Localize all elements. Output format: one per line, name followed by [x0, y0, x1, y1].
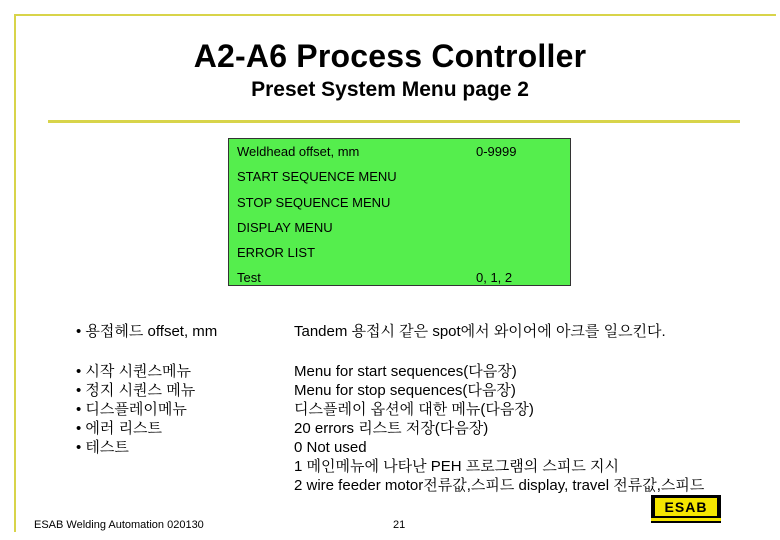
note-error-list: • 에러 리스트: [76, 420, 163, 437]
desc-test-2: 2 wire feeder motor전류값,스피드 display, travel 전류값,스피드: [294, 477, 705, 494]
desc-stop-sequence: Menu for stop sequences(다음장): [294, 382, 516, 399]
desc-test-0: 0 Not used: [294, 439, 367, 456]
menu-item-weldhead-offset[interactable]: Weldhead offset, mm: [237, 144, 360, 159]
preset-menu-panel: [228, 138, 571, 286]
esab-logo: [651, 495, 721, 523]
menu-item-test[interactable]: Test: [237, 270, 261, 285]
test-range: 0, 1, 2: [476, 270, 513, 285]
logo-stripe: [651, 518, 721, 521]
desc-weldhead-offset: Tandem 용접시 같은 spot에서 와이어에 아크를 일으킨다.: [294, 323, 666, 340]
note-display-menu: • 디스플레이메뉴: [76, 401, 187, 418]
weldhead-offset-range: 0-9999: [476, 144, 517, 159]
desc-test-1: 1 메인메뉴에 나타난 PEH 프로그램의 스피드 지시: [294, 458, 620, 475]
note-test: • 테스트: [76, 439, 129, 456]
menu-item-error-list[interactable]: ERROR LIST: [237, 245, 316, 260]
desc-error-list: 20 errors 리스트 저장(다음장): [294, 420, 489, 437]
frame-top-line: [14, 14, 776, 16]
menu-item-display[interactable]: DISPLAY MENU: [237, 220, 333, 235]
logo-text: ESAB: [664, 499, 708, 515]
menu-item-stop-sequence[interactable]: STOP SEQUENCE MENU: [237, 195, 391, 210]
slide-subtitle: Preset System Menu page 2: [251, 78, 529, 101]
title-divider: [48, 120, 740, 123]
note-start-sequence: • 시작 시퀀스메뉴: [76, 363, 192, 380]
note-weldhead-offset: • 용접헤드 offset, mm: [76, 323, 218, 340]
slide-title: A2-A6 Process Controller: [193, 38, 587, 74]
desc-display-menu: 디스플레이 옵션에 대한 메뉴(다음장): [294, 401, 534, 418]
footer-company: ESAB Welding Automation 020130: [34, 519, 204, 531]
note-stop-sequence: • 정지 시퀀스 메뉴: [76, 382, 196, 399]
desc-start-sequence: Menu for start sequences(다음장): [294, 363, 517, 380]
logo-badge: [655, 498, 717, 516]
page-number: 21: [393, 519, 406, 531]
menu-item-start-sequence[interactable]: START SEQUENCE MENU: [237, 169, 397, 184]
